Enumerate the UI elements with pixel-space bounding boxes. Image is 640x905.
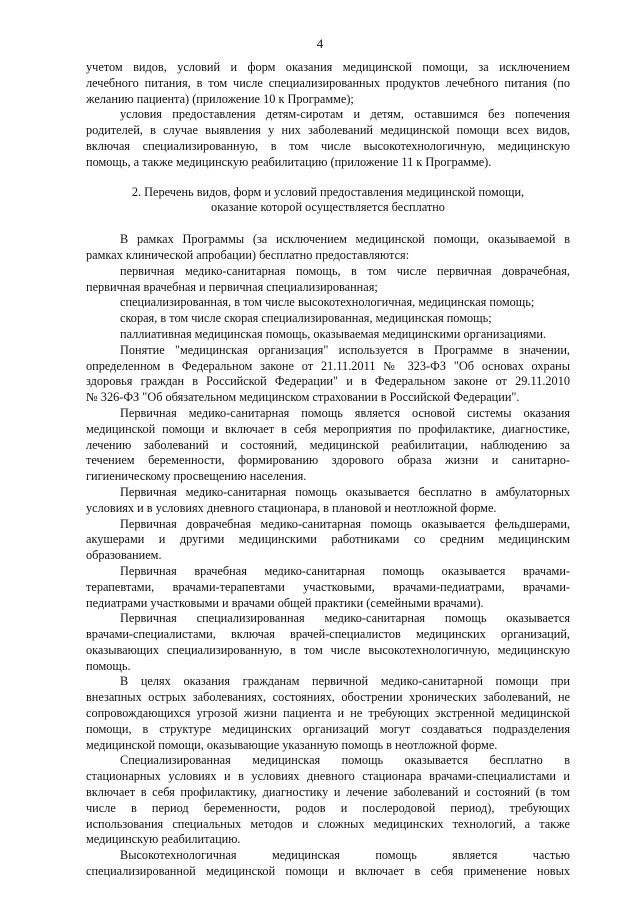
text-line: медицинскую реабилитацию. (86, 832, 241, 847)
list-item-specialized-care: специализированная, в том числе высокотехнологичная, медицинская помощь; (120, 295, 535, 310)
paragraph-nutrition-conditions (86, 60, 570, 107)
text-line: Высокотехнологичная медицинская помощь является частью (120, 848, 570, 863)
text-line: В целях оказания гражданам первичной медико-санитарной помощи при (120, 674, 570, 689)
text-line: включает в себя профилактику, диагностику и лечение заболеваний и состояний (в том (86, 785, 570, 800)
text-line: родителей, в случае выявления у них заболеваний медицинской помощи всех видов, (86, 123, 570, 138)
text-line: стационарных условиях и в условиях дневного стационара врачами-специалистами и (86, 769, 570, 784)
text-line: включая специализированную, в том числе высокотехнологичную, медицинскую (86, 138, 570, 153)
text-line: учетом видов, условий и форм оказания медицинской помощи, за исключением (86, 60, 570, 74)
text-line: рамках клинической апробации) бесплатно предоставляются: (86, 247, 410, 262)
list-item-emergency-care: скорая, в том числе скорая специализированная, медицинская помощь; (120, 311, 492, 326)
text-line: гигиеническому просвещению населения. (86, 469, 307, 484)
section-heading-line: оказание которой осуществляется бесплатно (211, 200, 445, 215)
paragraph-pre-medical-care (86, 517, 570, 564)
text-line: лечебного питания, в том числе специализированных продуктов лечебного питания (по (86, 75, 570, 90)
page-number: 4 (316, 36, 324, 51)
text-line: акушерами и другими медицинскими работниками со средним медицинским (86, 532, 570, 547)
paragraph-orphan-conditions (86, 107, 570, 170)
text-line: медицинской помощи, оказывающие указанную помощь в неотложной форме. (86, 737, 498, 752)
document-body (86, 60, 570, 880)
text-line: условия предоставления детям-сиротам и детям, оставшимся без попечения (120, 107, 570, 122)
paragraph-high-tech-care (86, 848, 570, 880)
text-line: помощь. (86, 658, 131, 673)
text-line: Первичная специализированная медико-санитарная помощь оказывается (120, 611, 570, 626)
text-line: специализированной медицинской помощи и включает в себя применение новых (86, 864, 570, 879)
text-line: использования специальных методов и сложных медицинских технологий, а также (86, 816, 570, 831)
text-line: оказывающих специализированную, в том числе высокотехнологичную, медицинскую (86, 642, 570, 657)
text-line: числе в период беременности, родов и послеродовой период), требующих (86, 800, 570, 815)
text-line: помощи, в структуре медицинских организаций могут создаваться подразделения (86, 721, 570, 736)
section-heading-line: 2. Перечень видов, форм и условий предоставления медицинской помощи, (131, 184, 525, 199)
text-line: определенном в Федеральном законе от 21.11.2011 № 323-ФЗ "Об основах охраны (86, 358, 570, 373)
text-line: терапевтами, врачами-терапевтами участковыми, врачами-педиатрами, врачами- (86, 579, 570, 594)
section-heading (86, 185, 570, 217)
text-line: лечению заболеваний и состояний, медицинской реабилитации, наблюдению за (86, 437, 570, 452)
spacer (86, 171, 570, 185)
text-line: Специализированная медицинская помощь оказывается бесплатно в (120, 753, 570, 768)
text-line: образованием. (86, 548, 162, 563)
text-line: Первичная медико-санитарная помощь является основой системы оказания (120, 405, 570, 420)
text-line: В рамках Программы (за исключением медицинской помощи, оказываемой в (120, 232, 570, 247)
paragraph-urgent-care-units (86, 674, 570, 753)
text-line: Первичная доврачебная медико-санитарная помощь оказывается фельдшерами, (120, 516, 570, 531)
paragraph-primary-care-free (86, 485, 570, 517)
text-line: № 326-ФЗ "Об обязательном медицинском страховании в Российской Федерации". (86, 390, 520, 405)
text-line: первичная врачебная и первичная специализированная; (86, 279, 378, 294)
list-item-primary-care (86, 264, 570, 296)
text-line: помощь, а также медицинскую реабилитацию (приложение 11 к Программе). (86, 154, 492, 169)
paragraph-primary-care-basis (86, 406, 570, 485)
text-line: врачами-специалистами, включая врачей-специалистов медицинских организаций, (86, 627, 570, 642)
text-line: сопровождающихся угрозой жизни пациента и не требующих экстренной медицинской (86, 706, 570, 721)
text-line: первичная медико-санитарная помощь, в том числе первичная доврачебная, (120, 263, 570, 278)
text-line: Первичная врачебная медико-санитарная помощь оказывается врачами- (120, 563, 570, 578)
paragraph-primary-physician-care (86, 564, 570, 611)
spacer (86, 216, 570, 232)
text-line: внезапных острых заболеваниях, состояниях, обострении хронических заболеваний, не (86, 690, 570, 705)
text-line: желанию пациента) (приложение 10 к Программе); (86, 91, 354, 106)
text-line: Понятие "медицинская организация" используется в Программе в значении, (120, 342, 570, 357)
text-line: медицинской помощи и включает в себя мероприятия по профилактике, диагностике, (86, 421, 570, 436)
list-item-palliative-care: паллиативная медицинская помощь, оказываемая медицинскими организациями. (120, 326, 547, 341)
paragraph-primary-specialized-care (86, 611, 570, 674)
text-line: условиях и в условиях дневного стационара, в плановой и неотложной форме. (86, 500, 497, 515)
text-line: течением беременности, формированию здорового образа жизни и санитарно- (86, 453, 570, 468)
paragraph-program-scope (86, 232, 570, 264)
paragraph-medical-organization-definition (86, 343, 570, 406)
text-line: педиатрами участковыми и врачами общей практики (семейными врачами). (86, 595, 484, 610)
text-line: Первичная медико-санитарная помощь оказывается бесплатно в амбулаторных (120, 484, 570, 499)
paragraph-specialized-care (86, 753, 570, 848)
text-line: здоровья граждан в Российской Федерации" и в Федеральном законе от 29.11.2010 (86, 374, 570, 389)
